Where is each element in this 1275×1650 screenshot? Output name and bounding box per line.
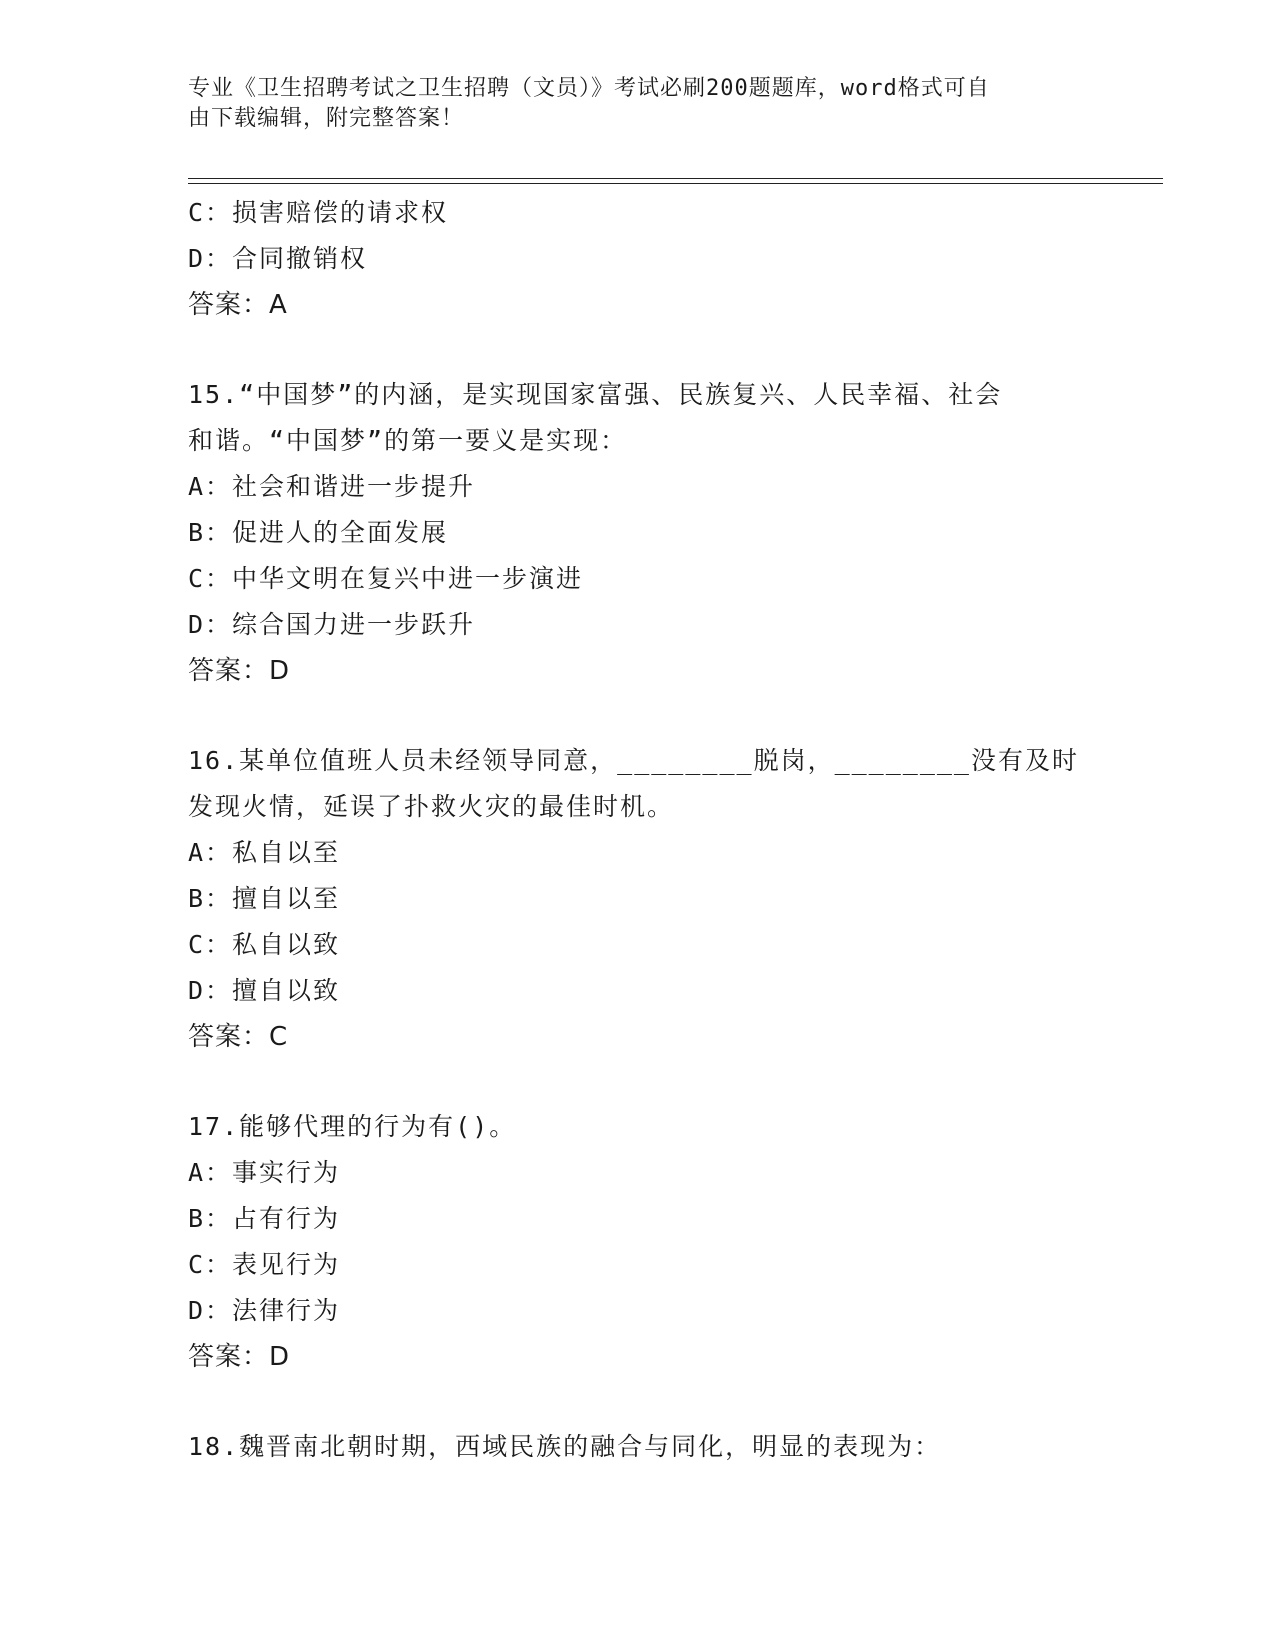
option-c: C：表见行为 bbox=[188, 1250, 341, 1279]
answer-line: 答案：D bbox=[188, 656, 291, 686]
header-divider-top bbox=[188, 178, 1163, 179]
question-17 bbox=[188, 1104, 1088, 1380]
question-stem-line: 和谐。“中国梦”的第一要义是实现： bbox=[188, 426, 628, 455]
option-d: D：综合国力进一步跃升 bbox=[188, 610, 476, 639]
question-stem-line: 15.“中国梦”的内涵，是实现国家富强、民族复兴、人民幸福、社会 bbox=[188, 380, 1003, 409]
question-stem-line: 17.能够代理的行为有()。 bbox=[188, 1112, 517, 1141]
header-line-1: 专业《卫生招聘考试之卫生招聘（文员）》考试必刷200题题库，word格式可自 bbox=[188, 76, 990, 101]
answer-line: 答案：C bbox=[188, 1022, 289, 1052]
option-a: A：社会和谐进一步提升 bbox=[188, 472, 476, 501]
option-a: A：事实行为 bbox=[188, 1158, 341, 1187]
option-d: D：合同撤销权 bbox=[188, 244, 368, 273]
questions-body bbox=[188, 190, 1088, 1470]
header-divider-bottom bbox=[188, 183, 1163, 184]
option-b: B：擅自以至 bbox=[188, 884, 341, 913]
option-a: A：私自以至 bbox=[188, 838, 341, 867]
answer-line: 答案：D bbox=[188, 1342, 291, 1372]
option-b: B：促进人的全面发展 bbox=[188, 518, 449, 547]
option-d: D：擅自以致 bbox=[188, 976, 341, 1005]
option-c: C：私自以致 bbox=[188, 930, 341, 959]
question-18 bbox=[188, 1424, 1088, 1470]
question-stem-line: 18.魏晋南北朝时期，西域民族的融合与同化，明显的表现为： bbox=[188, 1432, 942, 1461]
answer-line: 答案：A bbox=[188, 290, 288, 320]
header-line-2: 由下载编辑，附完整答案！ bbox=[188, 106, 465, 131]
document-header bbox=[188, 74, 1078, 134]
option-c: C：损害赔偿的请求权 bbox=[188, 198, 449, 227]
question-stem-line: 16.某单位值班人员未经领导同意，________脱岗，________没有及时 bbox=[188, 746, 1079, 775]
option-c: C：中华文明在复兴中进一步演进 bbox=[188, 564, 584, 593]
option-b: B：占有行为 bbox=[188, 1204, 341, 1233]
question-15 bbox=[188, 372, 1088, 694]
option-d: D：法律行为 bbox=[188, 1296, 341, 1325]
question-stem-line: 发现火情，延误了扑救火灾的最佳时机。 bbox=[188, 792, 675, 821]
question-16 bbox=[188, 738, 1088, 1060]
question-continuation bbox=[188, 190, 1088, 328]
